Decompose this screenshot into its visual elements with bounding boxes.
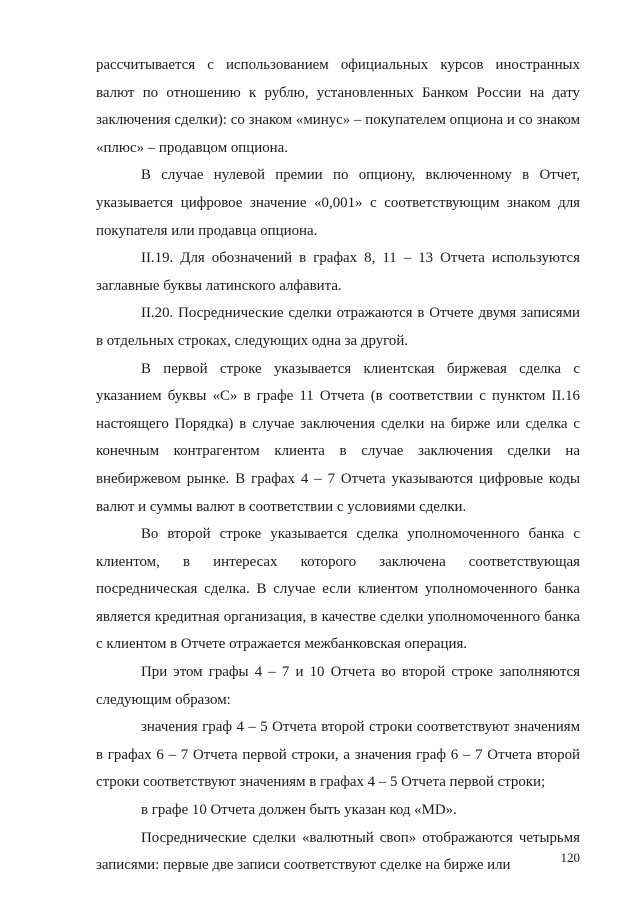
page-number: 120 [560,850,580,865]
paragraph-second-line: Во второй строке указывается сделка уполномоченного банка с клиентом, в интересах которого заключена соответствующая посредническая сделка. В случае если клиентом уполномоченного банка является кредитная организация, в качестве сделки уполномоченного банка с клиентом в Отчете отражается межбанковская операция. [96,526,580,653]
paragraph-currency-swap: Посреднические сделки «валютный своп» отображаются четырьмя записями: первые две записи соответствуют сделке на бирже или [96,829,580,874]
paragraph-zero-premium: В случае нулевой премии по опциону, включенному в Отчет, указывается цифровое значение «0,001» с соответствующим знаком для покупателя или продавца опциона. [96,167,580,239]
paragraph-columns-filling: При этом графы 4 – 7 и 10 Отчета во второй строке заполняются следующим образом: [96,664,580,708]
paragraph-section-2-20: II.20. Посреднические сделки отражаются в Отчете двумя записями в отдельных строках, следующих одна за другой. [96,305,580,349]
paragraph-section-2-19: II.19. Для обозначений в графах 8, 11 – 13 Отчета используются заглавные буквы латинского алфавита. [96,250,580,294]
paragraph-option-premium-continuation: рассчитывается с использованием официальных курсов иностранных валют по отношению к рублю, установленных Банком России на дату заключения сделки): со знаком «минус» – покупателем опциона и со знаком «плюс» – продавцом опциона. [96,57,580,156]
paragraph-column-values: значения граф 4 – 5 Отчета второй строки соответствуют значениям в графах 6 – 7 Отчета первой строки, а значения граф 6 – 7 Отчета второй строки соответствуют значениям в графах 4 – 5 Отчета первой строки; [96,719,580,791]
paragraph-md-code: в графе 10 Отчета должен быть указан код «MD». [141,802,457,819]
document-body [96,52,580,880]
paragraph-first-line: В первой строке указывается клиентская биржевая сделка с указанием буквы «С» в графе 11 Отчета (в соответствии с пунктом II.16 настоящего Порядка) в случае заключения сделки на бирже или сделка с конечным контрагентом клиента в случае заключения сделки на внебиржевом рынке. В графах 4 – 7 Отчета указываются цифровые коды валют и суммы валют в соответствии с условиями сделки. [96,360,580,515]
